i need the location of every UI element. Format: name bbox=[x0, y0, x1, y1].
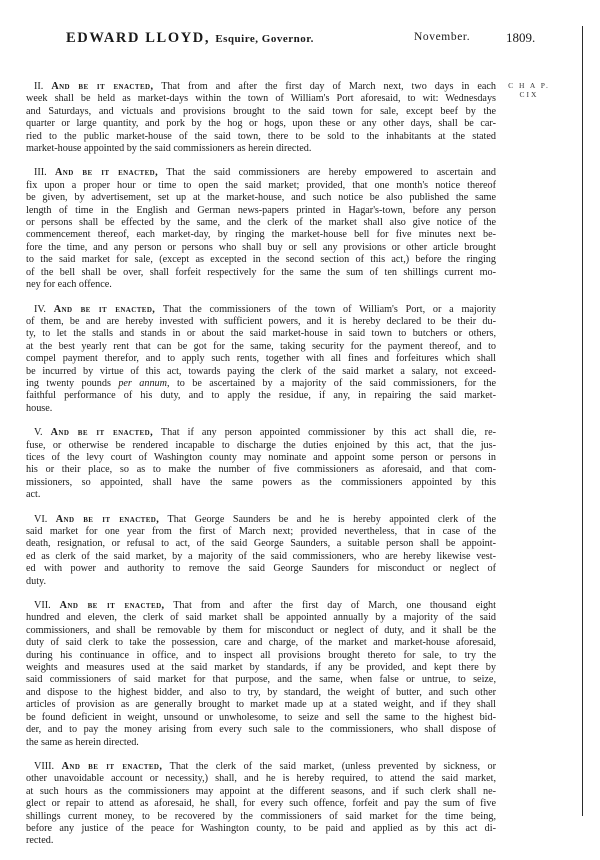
section-3 bbox=[26, 167, 496, 291]
text-line: weights and measures used at the said market by standards, if any be provided, and kept there by bbox=[26, 662, 496, 674]
text-line: ried to the public market-house of the said town, there to be sold to the inhabitants at the stated bbox=[26, 130, 496, 142]
text-line: to the said market for sale, (except as excepted in the second section of this act,) before the ringing bbox=[26, 254, 496, 266]
section-5 bbox=[26, 427, 496, 501]
text-line: length of time in the English and German news-papers printed in Hagar's-town, before any person bbox=[26, 204, 496, 216]
text-line: compel payment therefor, and to apply such rents, together with all fines and forfeitures which shall bbox=[26, 353, 496, 365]
text-line: said market for one year from the first of March next; provided nevertheless, that in case of the bbox=[26, 526, 496, 537]
text-line: other unavoidable account or necessity,) shall, and he is hereby required, to attend the said market, bbox=[26, 773, 496, 785]
section-numeral: VII. bbox=[34, 600, 51, 612]
text-line: missioners, so appointed, shall have the same powers as the commissioners appointed by this bbox=[26, 476, 496, 488]
text-line: quarter or large quantity, and pork by the hog or hogs, upon these or any other days, shall be car- bbox=[26, 118, 496, 130]
text-line bbox=[26, 761, 496, 773]
text-line: be given, by advertisement, set up at the market-house, and such notice be also published the same bbox=[26, 192, 496, 204]
text-line bbox=[26, 81, 496, 93]
line-text: That the commissioners of the town of William's Port, or a majority bbox=[162, 303, 496, 315]
header-month: November. bbox=[414, 31, 471, 43]
text-line: at the best yearly rent that can be got for the same, taking security for the payment thereof, and to bbox=[26, 340, 496, 352]
text-line: faithful performance of his duty, and to apply the residue, if any, in repairing the said market- bbox=[26, 390, 496, 402]
text-line: of the bell shall be over, shall forfeit respectively for the same the sum of ten shillings current mo- bbox=[26, 266, 496, 278]
text-line: rected. bbox=[26, 835, 54, 847]
section-6 bbox=[26, 514, 496, 588]
chapter-number: CIX bbox=[519, 90, 539, 99]
section-2 bbox=[26, 81, 496, 155]
text-line: market-house appointed by the said commissioners as herein directed. bbox=[26, 143, 312, 155]
line-text: That if any person appointed commissioner by this act shall die, re- bbox=[160, 427, 496, 439]
text-line: fix upon a proper hour or time to open the said market; provided, that one month's notice thereof bbox=[26, 179, 496, 191]
section-numeral: III. bbox=[34, 167, 47, 179]
text-line: duty of said clerk to take the possession, care and charge, of the market and market-house aforesaid, bbox=[26, 637, 496, 649]
text-line: articles of provision as are generally brought to market made up at a stated weight, and if they shall bbox=[26, 699, 496, 711]
governor-title: Esquire, Governor. bbox=[215, 33, 314, 45]
text-line: ing twenty pounds per annum, to be ascertained by a majority of the said commissioners, for the bbox=[26, 377, 496, 389]
enacting-clause: And be it enacted, bbox=[50, 427, 154, 439]
text-line: or persons shall be effected by the same, and the clerk of the market shall also give notice of the bbox=[26, 217, 496, 229]
text-line bbox=[26, 600, 496, 612]
text-line: at such hours as the commissioners may appoint at the different seasons, and if such clerk shall ne- bbox=[26, 785, 496, 797]
line-text: That George Saunders be and he is hereby appointed clerk of the bbox=[167, 513, 496, 525]
section-numeral: V. bbox=[34, 427, 43, 439]
enacting-clause: And be it enacted, bbox=[51, 81, 154, 92]
text-line: be incurred by virtue of this act, towards paying the clerk of the said market a salary, not exceed- bbox=[26, 365, 496, 377]
text-line: the same as herein directed. bbox=[26, 736, 139, 748]
line-text: That the clerk of the said market, (unless prevented by sickness, or bbox=[169, 760, 496, 772]
text-line: fore the time, and any person or persons who shall buy or sell any provisions or other article brought bbox=[26, 241, 496, 253]
section-7 bbox=[26, 600, 496, 749]
text-line: tices of the levy court of Washington county may nominate and appoint some person or persons in bbox=[26, 451, 496, 463]
text-line: act. bbox=[26, 489, 41, 501]
line-text: That the said commissioners are hereby empowered to ascertain and bbox=[166, 167, 496, 179]
running-header bbox=[0, 28, 580, 48]
text-line bbox=[26, 514, 496, 526]
enacting-clause: And be it enacted, bbox=[55, 167, 159, 179]
text-line: said commissioners of said market for that purpose, and the same, when false or untrue, to seize, bbox=[26, 674, 496, 686]
text-line: hundred and eleven, the clerk of said market shall be appointed annually by a majority of the said bbox=[26, 612, 496, 624]
text-line bbox=[26, 427, 496, 439]
header-title bbox=[66, 30, 314, 47]
section-8 bbox=[26, 761, 496, 848]
text-line: of them, be and are hereby invested with sufficient powers, and it is hereby declared to be their du- bbox=[26, 315, 496, 327]
text-line: ed as clerk of the said market, by a majority of the said commissioners, who are hereby likewise vest- bbox=[26, 550, 496, 562]
enacting-clause: And be it enacted, bbox=[59, 600, 165, 612]
text-line: during his continuance in office, and to inspect all provisions brought thereto for sale, to try the bbox=[26, 649, 496, 661]
section-numeral: VIII. bbox=[34, 760, 55, 772]
text-line: glect or repair to attend as aforesaid, he shall, for every such offence, forfeit and pay the sum of five bbox=[26, 798, 496, 810]
text-line bbox=[26, 167, 496, 179]
text-line: and Saturdays, and victuals and provisions brought to the said town for sale, except beef by the bbox=[26, 105, 496, 117]
text-line: ty, to let the stalls and stands in or about the said market-house in said town to butchers or others, bbox=[26, 328, 496, 340]
text-line: duty. bbox=[26, 575, 46, 587]
line-text: That from and after the first day of March next, two days in each bbox=[161, 81, 496, 92]
chapter-margin-note bbox=[504, 81, 554, 99]
text-line: ed with power and authority to remove the said George Saunders for misconduct or neglect of bbox=[26, 563, 496, 575]
text-line: be found deficient in weight, unsound or unwholesome, to seize and sell the same to the highest bid- bbox=[26, 711, 496, 723]
text-line: der, and to pay the money arising from every such sale to the commissioners, who shall dispose of bbox=[26, 724, 496, 736]
text-line: death, resignation, or refusal to act, of the said George Saunders, a suitable person shall be appoint- bbox=[26, 538, 496, 550]
text-line: house. bbox=[26, 402, 53, 414]
line-text: That from and after the first day of March, one thousand eight bbox=[173, 600, 496, 612]
section-4 bbox=[26, 304, 496, 416]
text-line: week shall be held as market-days within the town of William's Port aforesaid, to wit: Wednesdays bbox=[26, 93, 496, 105]
enacting-clause: And be it enacted, bbox=[55, 513, 160, 525]
governor-name: EDWARD LLOYD, bbox=[66, 30, 211, 46]
section-numeral: IV. bbox=[34, 303, 46, 315]
page-edge-rule bbox=[582, 26, 583, 816]
text-line bbox=[26, 304, 496, 316]
text-line: and dispose to the highest bidder, and also to try, by standard, the weight of butter, and such other bbox=[26, 686, 496, 698]
section-numeral: II. bbox=[34, 81, 44, 92]
chapter-label: C H A P. bbox=[508, 81, 550, 90]
text-line: fuse, or otherwise be rendered incapable to discharge the duties enjoined by this act, that the jus- bbox=[26, 439, 496, 451]
document-body bbox=[26, 81, 496, 860]
text-line: before any justice of the peace for Washington county, to be paid and applied as by this act di- bbox=[26, 822, 496, 834]
text-line: commencement thereof, each market-day, by ringing the market-house bell for five minutes next be- bbox=[26, 229, 496, 241]
text-line: his or their place, so as to make the number of five commissioners as aforesaid, and that com- bbox=[26, 464, 496, 476]
text-line: shillings current money, to be recovered by the commissioners of said market for the time being, bbox=[26, 810, 496, 822]
text-line: commissioners, and shall be removable by them for misconduct or neglect of duty, and it shall be the bbox=[26, 624, 496, 636]
text-line: ney for each offence. bbox=[26, 279, 112, 291]
enacting-clause: And be it enacted, bbox=[61, 760, 163, 772]
latin-phrase: per annum bbox=[118, 377, 168, 389]
section-numeral: VI. bbox=[34, 513, 48, 525]
header-year: 1809. bbox=[506, 30, 536, 45]
enacting-clause: And be it enacted, bbox=[53, 303, 156, 315]
